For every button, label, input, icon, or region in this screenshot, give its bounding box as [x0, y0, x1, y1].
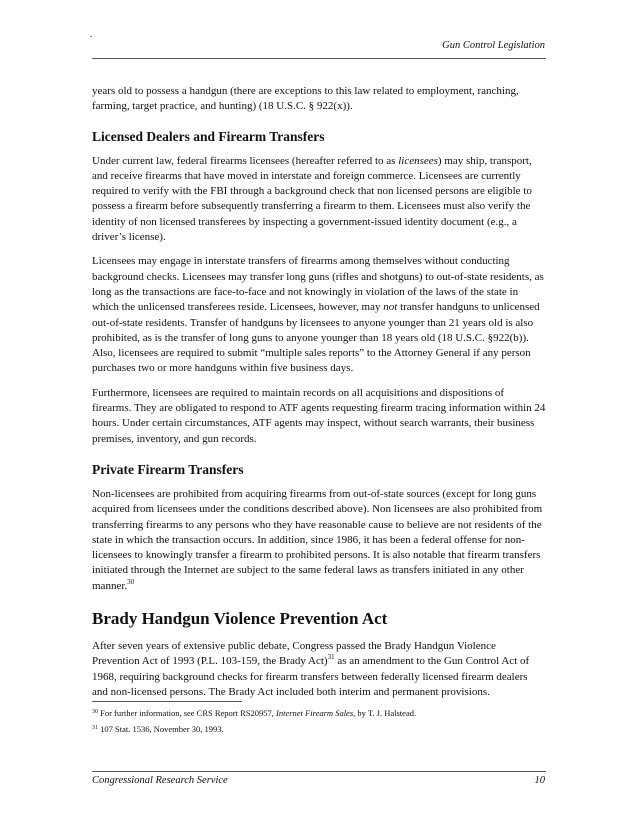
running-header: Gun Control Legislation [442, 40, 545, 51]
stray-dot: . [90, 29, 93, 39]
paragraph-brady [92, 639, 546, 700]
footnote-number: 31 [92, 725, 98, 731]
footnote-ref-31[interactable]: 31 [327, 653, 335, 662]
paragraph-licensed-1 [92, 154, 546, 246]
report-title: Internet Firearm Sales [276, 708, 354, 718]
text-run: , by T. J. Halstead. [353, 708, 417, 718]
text-run: After seven years of extensive public debate, Congress passed the Brady Handgun Violence Prevention Act of 1993 (P.L. 103-159, the Brady Act) [92, 640, 496, 668]
text-run: Non-licensees are prohibited from acquiring firearms from out-of-state sources (except for long guns acquired from licensees under the conditions described above). Non licensees are also prohibited from transferring firearms to any persons who they have reasonable cause to believe are not residents of the state in which the transaction occurs. In addition, since 1986, it has been a federal offense for non-licensees to knowingly transfer a firearm to prohibited persons. It is also notable that firearm transfers initiated through the Internet are subject to the same federal laws as transfers initiated in any other manner. [92, 487, 543, 592]
text-run: Under current law, federal firearms licensees (hereafter referred to as [92, 154, 399, 167]
heading-private-transfers: Private Firearm Transfers [92, 461, 244, 477]
footer-rule [92, 771, 546, 772]
page-number: 10 [534, 775, 545, 786]
footnote-ref-30[interactable]: 30 [127, 577, 135, 586]
footnote-31 [92, 724, 546, 735]
footer-organization: Congressional Research Service [92, 775, 228, 786]
footnote-rule [92, 701, 242, 702]
paragraph-licensed-2 [92, 254, 546, 376]
heading-brady-act: Brady Handgun Violence Prevention Act [92, 609, 388, 629]
document-body [92, 84, 546, 700]
paragraph-private [92, 487, 546, 594]
text-run: as an amendment to the Gun Control Act of 1968, requiring background checks for firearm transfers between federally licensed firearm dealers and non-licensed persons. The Brady Act included both interim and permanent provisions. [92, 655, 530, 698]
text-run: ) may ship, transport, and receive firearms that have moved in interstate and foreign commerce. Licensees are currently required to verify with the FBI through a background check that non licensed persons are eligible to possess a firearm before subsequently transferring a firearm to them. Licensees must also verify the identity of non licensed transferees by inspecting a government-issued identity document (e.g., a driver’s license). [92, 154, 532, 244]
paragraph-intro: years old to possess a handgun (there are exceptions to this law related to employment, ranching, farming, target practice, and hunting) (18 U.S.C. § 922(x)). [92, 85, 519, 113]
text-run: For further information, see CRS Report RS20957, [98, 708, 277, 718]
emphasis-not: not [383, 301, 398, 314]
text-run: transfer handguns to unlicensed out-of-state residents. Transfer of handguns by licensees to anyone younger than 21 years old is also prohibited, as is the transfer of long guns to anyone younger than 18 years old (18 U.S.C. §922(b)). Also, licensees are required to submit “multiple sales reports” to the Attorney General if any person purchases two or more handguns within five business days. [92, 301, 540, 375]
emphasis-licensees: licensees [398, 154, 438, 167]
paragraph-licensed-3: Furthermore, licensees are required to maintain records on all acquisitions and dispositions of firearms. They are obligated to respond to ATF agents requesting firearm tracing information within 24 hours. Under certain circumstances, ATF agents may inspect, without search warrants, their business premises, inventory, and gun records. [92, 386, 546, 445]
text-run: 107 Stat. 1536, November 30, 1993. [98, 724, 224, 734]
footnotes [92, 708, 546, 735]
footnote-number: 30 [92, 709, 98, 715]
heading-licensed-dealers: Licensed Dealers and Firearm Transfers [92, 128, 325, 144]
text-run: Licensees may engage in interstate transfers of firearms among themselves without conducting background checks. Licensees may transfer long guns (rifles and shotguns) to out-of-state residents, as long as the transactions are face-to-face and not knowingly in violation of the laws of the state in which the unlicensed transferees reside. Licensees, however, may [92, 255, 544, 314]
header-rule [92, 58, 546, 59]
footnote-30 [92, 708, 546, 719]
